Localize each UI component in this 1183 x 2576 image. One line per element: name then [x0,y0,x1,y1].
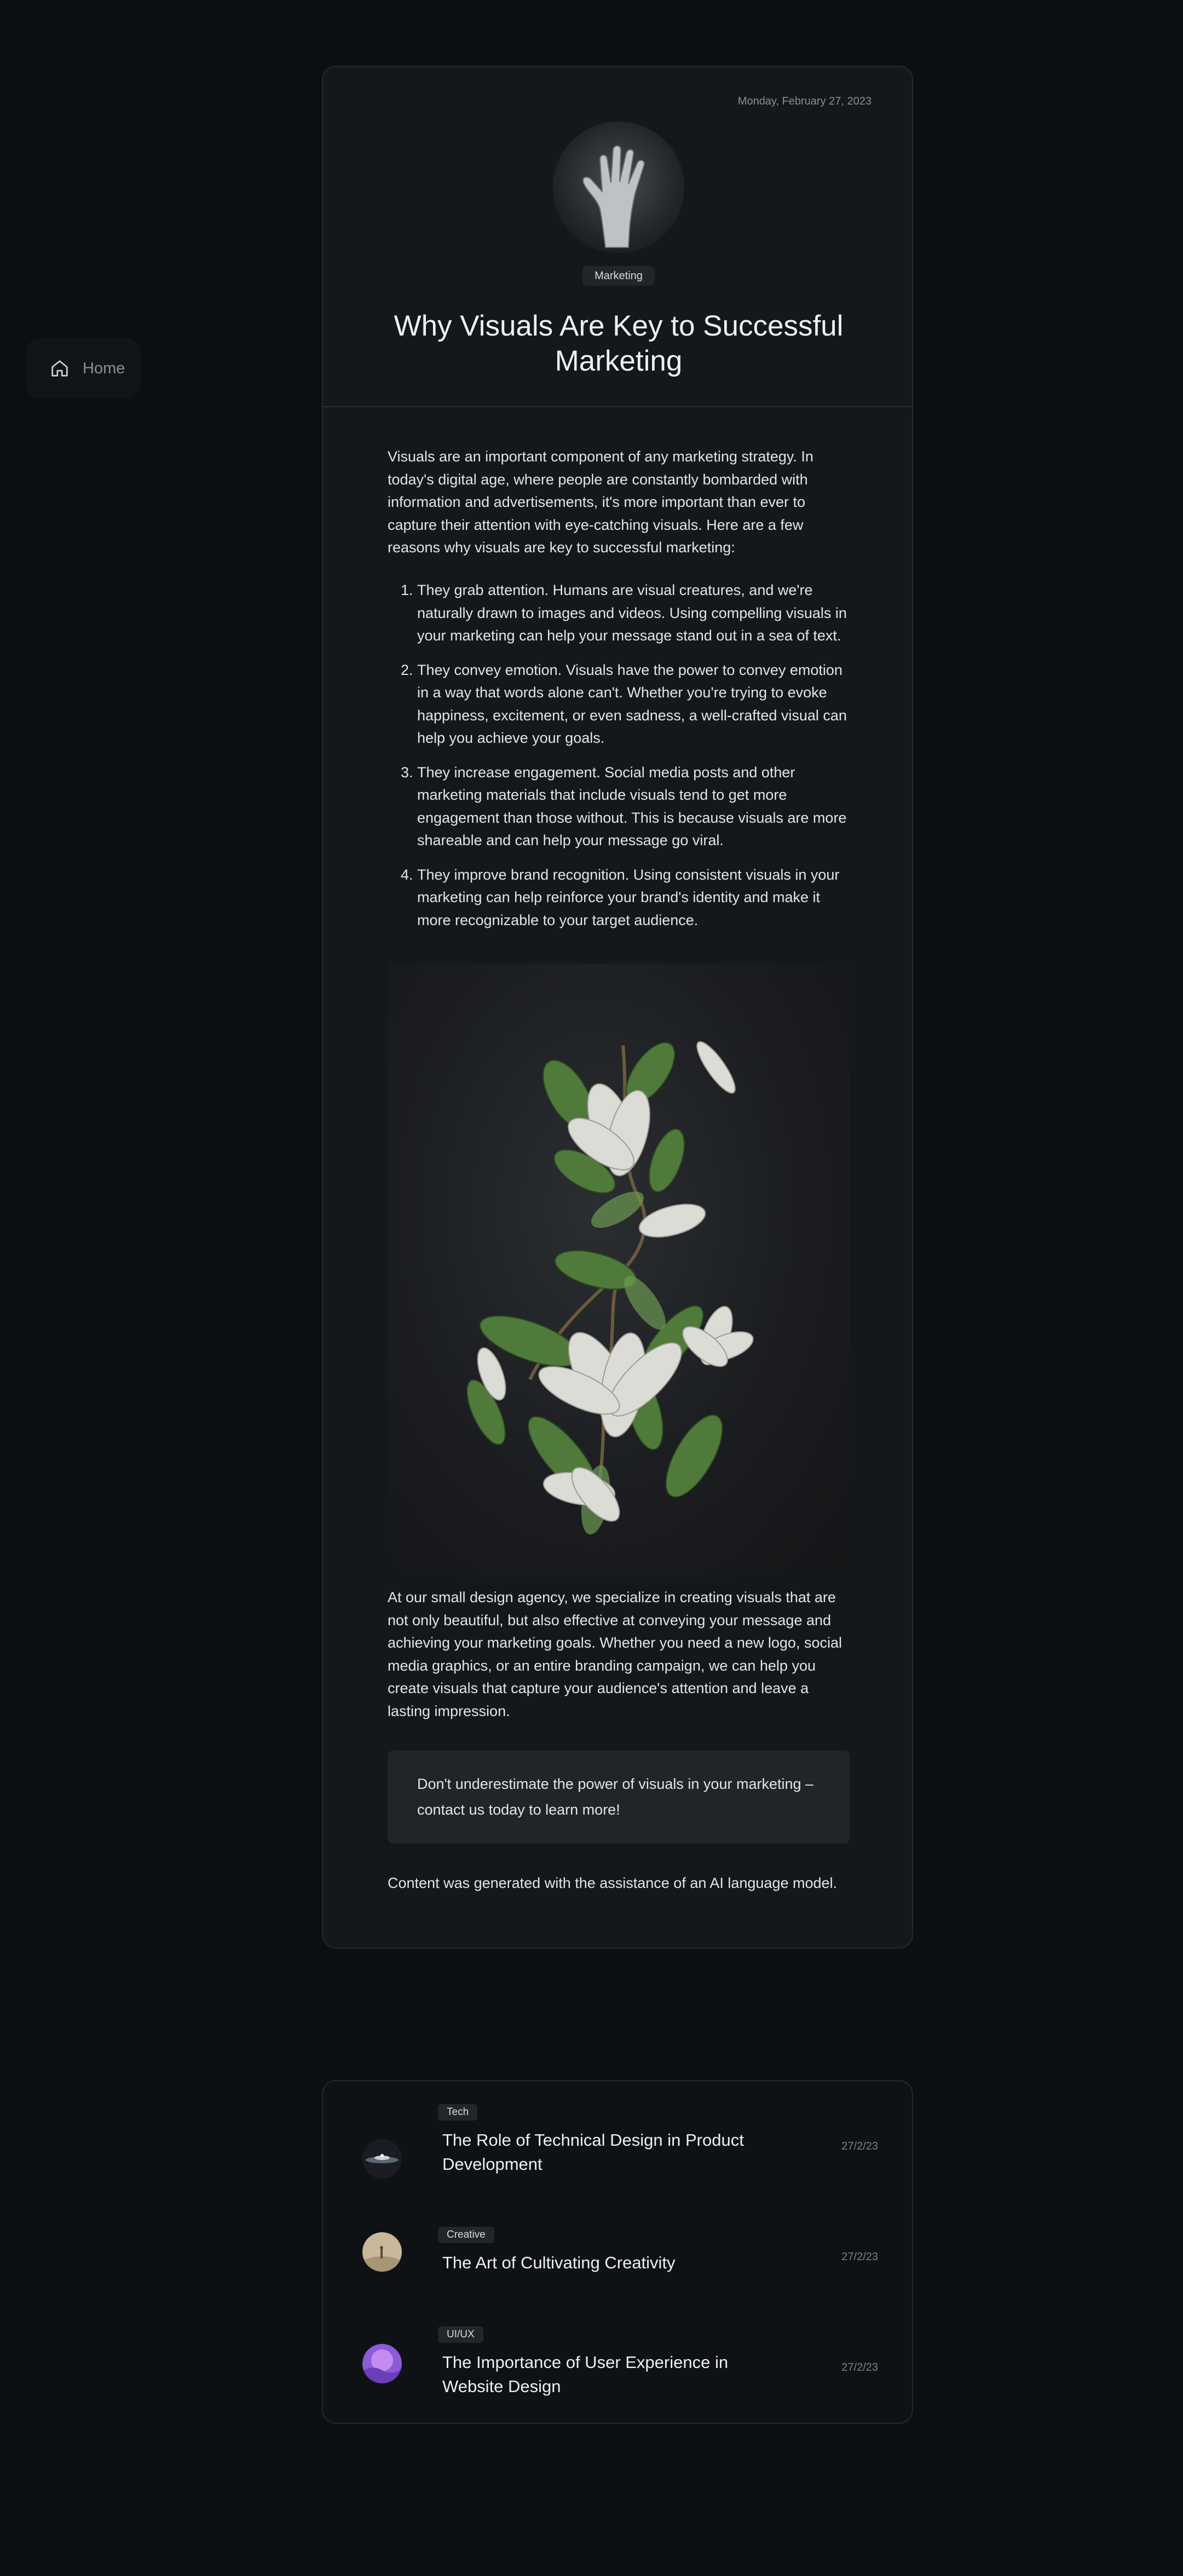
reasons-list [388,579,850,943]
nav-home-button[interactable] [26,338,141,398]
home-icon [49,357,71,379]
ai-disclaimer: Content was generated with the assistance of an AI language model. [388,1875,838,1891]
related-post-thumbnail [362,2344,402,2383]
article-body: At our small design agency, we specialize in creating visuals that are not only beautiful, but also effective at conveying your message and achieving your marketing goals. Whether you need a new logo, social media graphics, or an entire branding campaign, we can help you create visuals that capture your audience's attention and leave a lasting impression. [388,1589,842,1719]
related-post-title[interactable]: The Importance of User Experience in Website Design [442,2353,729,2396]
related-post-date: 27/2/23 [841,2251,878,2263]
list-item: 3. They increase engagement. Social media posts and other marketing materials that include visuals tend to get more engagement than those without. This is because visuals are more shareable and can help your message go viral. [417,761,850,852]
article-intro: Visuals are an important component of any marketing strategy. In today's digital age, where people are constantly bombarded with information and advertisements, it's more important than ever to capture their attention with eye-catching visuals. Here are a few reasons why visuals are key to successful marketing: [388,448,813,556]
related-post-tag[interactable]: Tech [438,2104,477,2121]
article-category-tag[interactable]: Marketing [582,266,655,286]
related-post-tag[interactable]: UI/UX [438,2326,483,2343]
related-post-thumbnail [362,2139,402,2179]
article-title: Why Visuals Are Key to Successful Marketing [394,310,844,377]
related-post-date: 27/2/23 [841,2140,878,2152]
article-card [322,66,913,1949]
magnolia-flower-image [388,963,850,1576]
nav-home-label: Home [83,359,125,377]
related-post-date: 27/2/23 [841,2361,878,2373]
article-date: Monday, February 27, 2023 [737,95,872,107]
related-post-tag[interactable]: Creative [438,2227,494,2243]
list-item: 2. They convey emotion. Visuals have the power to convey emotion in a way that words alone can't. Whether you're trying to evoke happiness, excitement, or even sadness, a well-crafted visual can help you achieve your goals. [417,659,850,750]
list-item: 4. They improve brand recognition. Using consistent visuals in your marketing can help reinforce your brand's identity and make it more recognizable to your target audience. [417,864,850,932]
article-avatar-image [553,122,684,253]
callout-box: Don't underestimate the power of visuals in your marketing – contact us today to learn more! [388,1751,850,1844]
list-item: 1. They grab attention. Humans are visual creatures, and we're naturally drawn to images and videos. Using compelling visuals in your marketing can help your message stand out in a sea of text. [417,579,850,648]
related-post-thumbnail [362,2232,402,2272]
related-posts-card [322,2080,913,2424]
related-post-title[interactable]: The Art of Cultivating Creativity [442,2253,676,2272]
related-post-title[interactable]: The Role of Technical Design in Product Development [442,2130,744,2174]
article-header [323,67,912,407]
